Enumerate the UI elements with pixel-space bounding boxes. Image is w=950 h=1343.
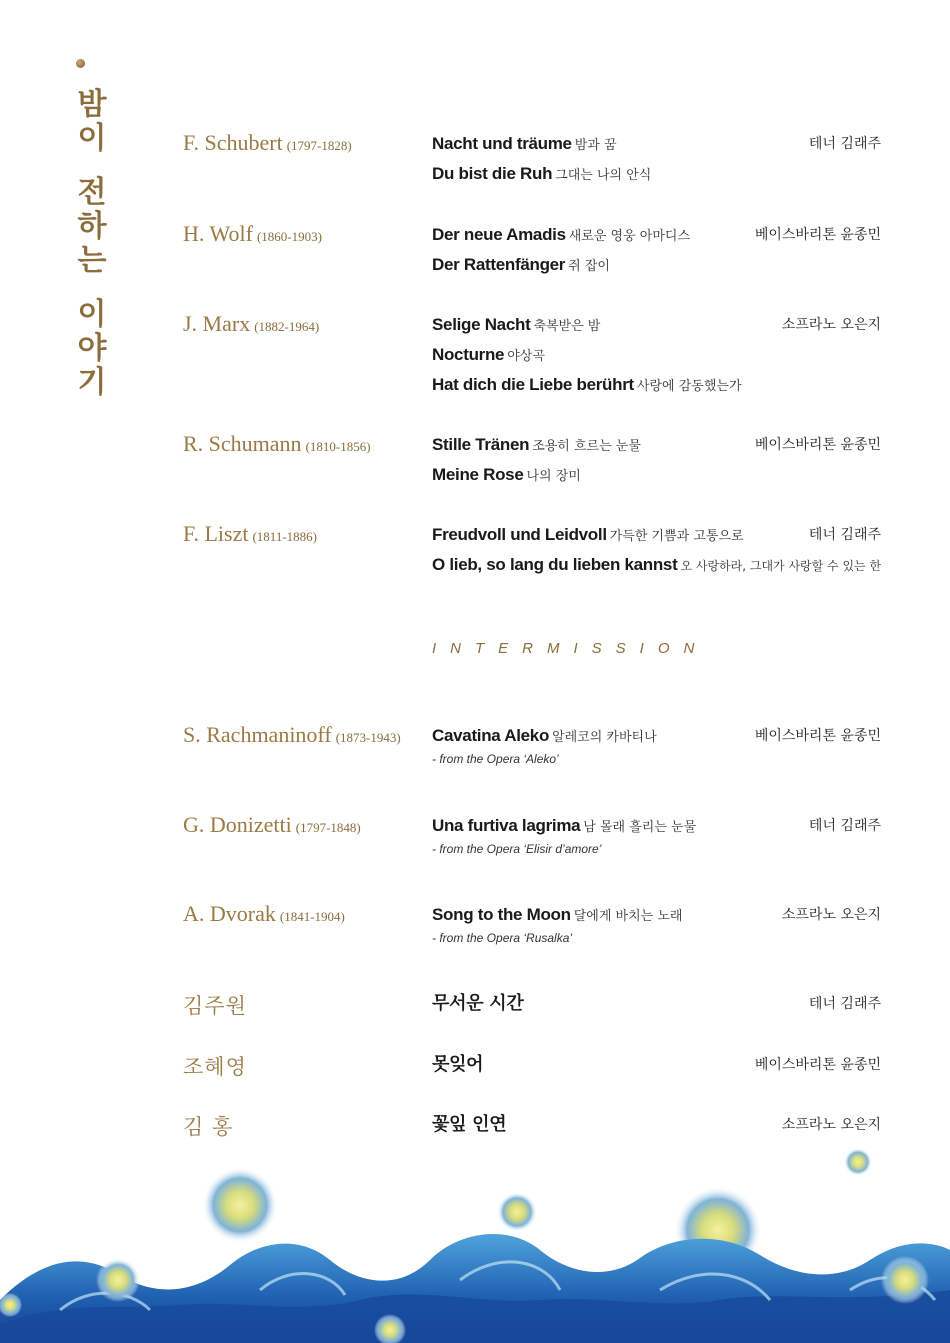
title-char: 하 (77, 209, 107, 244)
performer: 베이스바리톤 윤종민 (754, 1057, 881, 1073)
title-bullet-dot (76, 59, 85, 68)
title-char: 밤 (77, 87, 107, 122)
performer: 테너 김래주 (808, 996, 881, 1012)
song-title: Cavatina Aleko 알레코의 카바티나 (432, 726, 657, 745)
performer: 베이스바리톤 윤종민 (754, 227, 881, 243)
song-title: Hat dich die Liebe berührt 사랑에 감동했는가 (432, 375, 742, 394)
performer: 테너 김래주 (808, 527, 881, 543)
title-char: 야 (77, 331, 107, 366)
composer: F. Schubert (1797-1828) (183, 130, 352, 155)
composer: J. Marx (1882-1964) (183, 311, 320, 336)
song-title: 꽃잎 인연 (432, 1114, 507, 1135)
star-icon (881, 1256, 929, 1304)
performer: 소프라노 오은지 (781, 317, 881, 333)
composer: H. Wolf (1860-1903) (183, 221, 322, 246)
song-title: 무서운 시간 (432, 993, 524, 1014)
title-char: 이 (77, 121, 107, 156)
performer: 베이스바리톤 윤종민 (754, 728, 881, 744)
song-list (432, 311, 742, 401)
song-title: Du bist die Ruh 그대는 나의 안식 (432, 164, 652, 183)
song-list (432, 130, 651, 190)
vertical-title (74, 88, 110, 400)
opera-note: - from the Opera ‘Aleko’ (432, 752, 559, 766)
song-list (432, 722, 657, 770)
song-title: 못잊어 (432, 1054, 484, 1075)
song-list (432, 812, 696, 860)
star-icon (844, 1148, 872, 1176)
title-char: 는 (77, 243, 107, 278)
composer: 김주원 (183, 994, 247, 1018)
opera-note: - from the Opera ‘Rusalka’ (432, 931, 573, 945)
opera-note: - from the Opera ‘Elisir d’amore’ (432, 842, 602, 856)
star-icon (202, 1167, 278, 1243)
star-icon (497, 1192, 537, 1232)
song-title: Der Rattenfänger 쥐 잡이 (432, 255, 610, 274)
performer: 소프라노 오은지 (781, 907, 881, 923)
composer: 조혜영 (183, 1055, 247, 1079)
composer: S. Rachmaninoff (1873-1943) (183, 722, 401, 747)
title-char: 전 (77, 175, 107, 210)
song-title: Stille Tränen 조용히 흐르는 눈물 (432, 435, 641, 454)
intermission-label: INTERMISSION (432, 640, 709, 657)
performer: 테너 김래주 (808, 136, 881, 152)
song-title: Freudvoll und Leidvoll 가득한 기쁨과 고통으로 (432, 525, 744, 544)
composer: R. Schumann (1810-1856) (183, 431, 371, 456)
composer: G. Donizetti (1797-1848) (183, 812, 361, 837)
song-title: Nocturne 야상곡 (432, 345, 545, 364)
composer: 김 홍 (183, 1115, 234, 1139)
performer: 테너 김래주 (808, 818, 881, 834)
star-icon (96, 1258, 140, 1302)
composer: A. Dvorak (1841-1904) (183, 901, 345, 926)
song-title: Nacht und träume 밤과 꿈 (432, 134, 617, 153)
song-list (432, 221, 690, 281)
song-list (432, 431, 641, 491)
song-title: Selige Nacht 축복받은 밤 (432, 315, 601, 334)
title-char: 이 (77, 297, 107, 332)
song-list (432, 901, 682, 949)
song-title: Meine Rose 나의 장미 (432, 465, 581, 484)
song-title: Song to the Moon 달에게 바치는 노래 (432, 905, 683, 924)
song-title: O lieb, so lang du lieben kannst 오 사랑하라, 그대가 사랑할 수 있는 한 (432, 555, 882, 574)
performer: 소프라노 오은지 (781, 1117, 881, 1133)
composer: F. Liszt (1811-1886) (183, 521, 317, 546)
song-title: Una furtiva lagrima 남 몰래 흘리는 눈물 (432, 816, 697, 835)
performer: 베이스바리톤 윤종민 (754, 437, 881, 453)
starry-night-artwork (0, 1140, 950, 1343)
song-title: Der neue Amadis 새로운 영웅 아마디스 (432, 225, 691, 244)
title-char: 기 (77, 365, 107, 400)
